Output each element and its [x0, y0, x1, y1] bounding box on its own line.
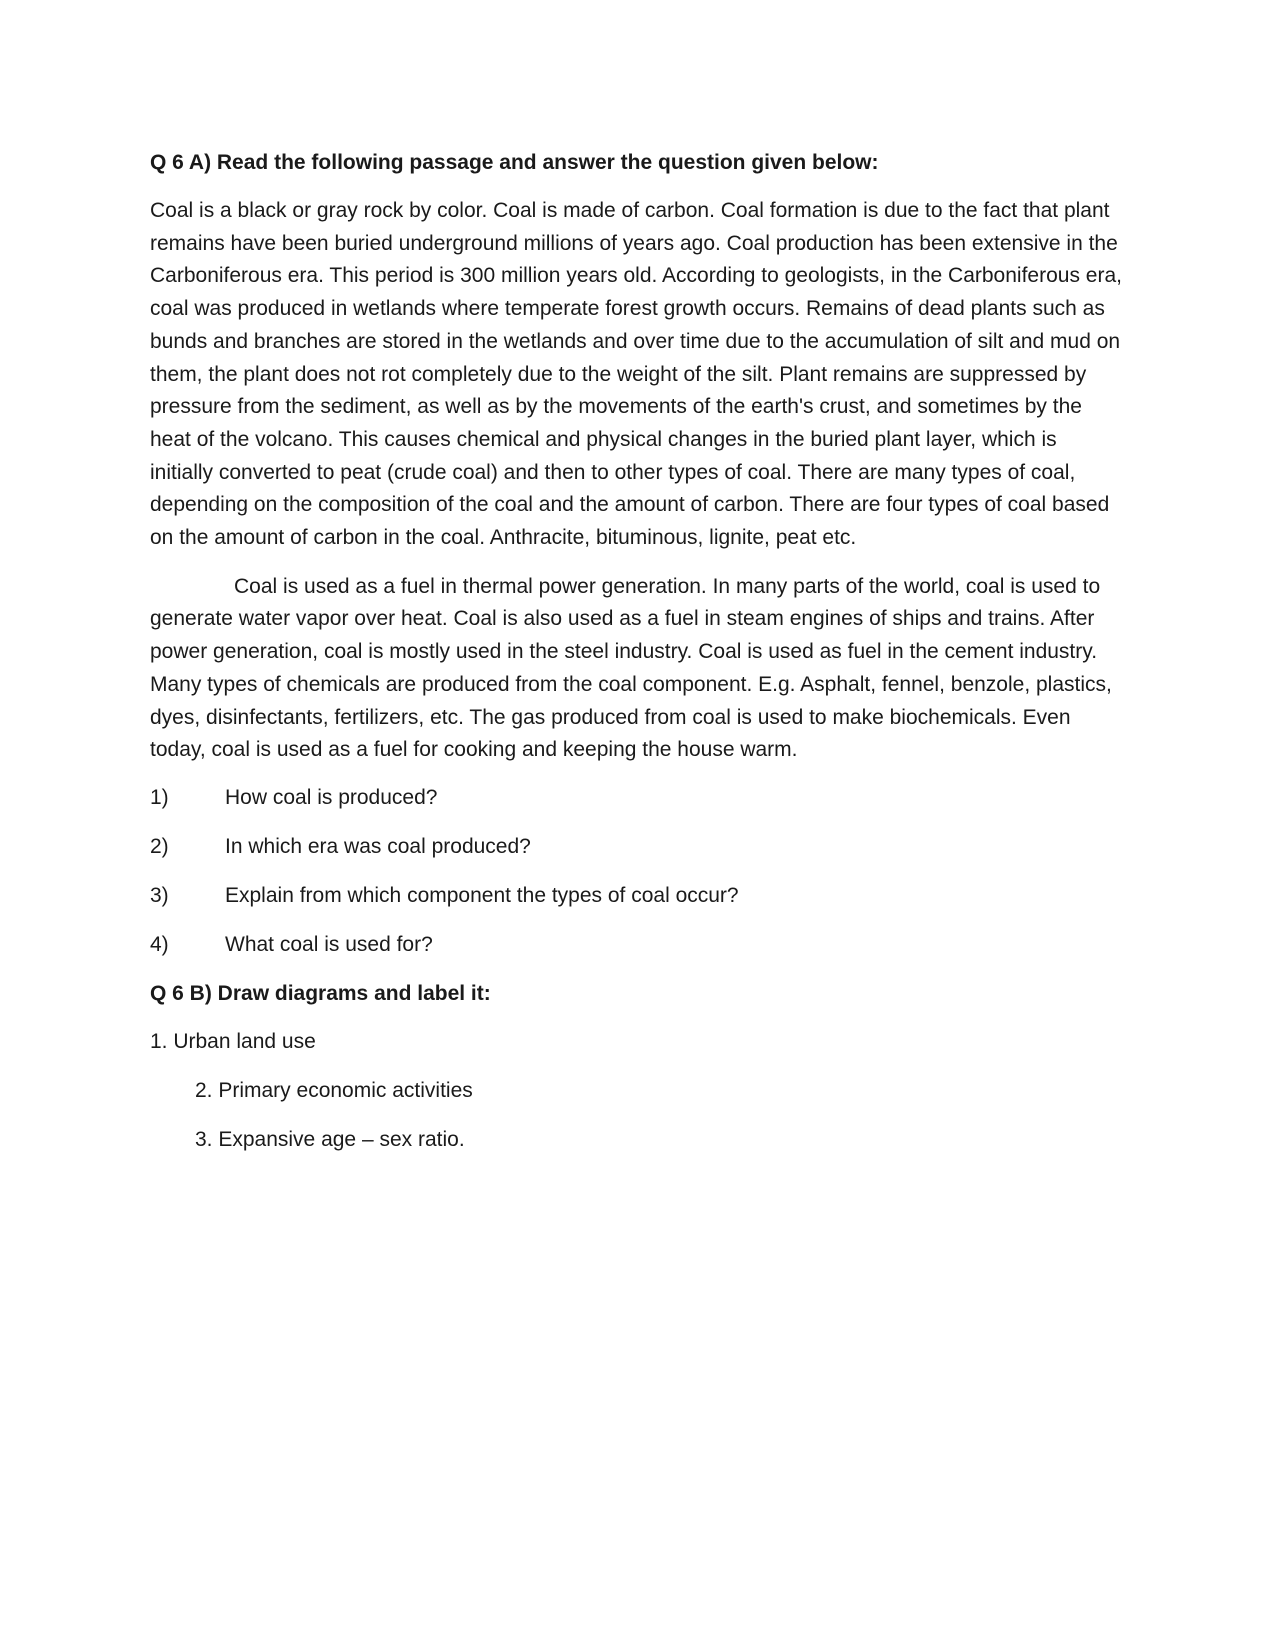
question-item: [150, 783, 1125, 813]
diagram-item-primary-economic-activities: 2. Primary economic activities: [195, 1078, 473, 1102]
question-number: 3): [150, 883, 169, 907]
question-item: [150, 930, 1125, 960]
question-text: What coal is used for?: [225, 932, 433, 956]
q6b-heading: Q 6 B) Draw diagrams and label it:: [150, 981, 491, 1005]
passage-paragraph-1: Coal is a black or gray rock by color. Coal is made of carbon. Coal formation is due to the fact that plant remains have been buried underground millions of years ago. Coal production has been extensive in the Carboniferous era. This period is 300 million years old. According to geologists, in the Carboniferous era, coal was produced in wetlands where temperate forest growth occurs. Remains of dead plants such as bunds and branches are stored in the wetlands and over time due to the accumulation of silt and mud on them, the plant does not rot completely due to the weight of the silt. Plant remains are suppressed by pressure from the sediment, as well as by the movements of the earth's crust, and sometimes by the heat of the volcano. This causes chemical and physical changes in the buried plant layer, which is initially converted to peat (crude coal) and then to other types of coal. There are many types of coal, depending on the composition of the coal and the amount of carbon. There are four types of coal based on the amount of carbon in the coal. Anthracite, bituminous, lignite, peat etc.: [150, 199, 1122, 550]
diagram-item-age-sex-ratio: 3. Expansive age – sex ratio.: [195, 1127, 465, 1151]
question-text: How coal is produced?: [225, 785, 438, 809]
question-text: Explain from which component the types of coal occur?: [225, 883, 739, 907]
question-list: [150, 783, 1125, 960]
question-text: In which era was coal produced?: [225, 834, 531, 858]
question-item: [150, 881, 1125, 911]
passage-paragraph-2: Coal is used as a fuel in thermal power generation. In many parts of the world, coal is used to generate water vapor over heat. Coal is also used as a fuel in steam engines of ships and trains. After power generation, coal is mostly used in the steel industry. Coal is used as fuel in the cement industry. Many types of chemicals are produced from the coal component. E.g. Asphalt, fennel, benzole, plastics, dyes, disinfectants, fertilizers, etc. The gas produced from coal is used to make biochemicals. Even today, coal is used as a fuel for cooking and keeping the house warm.: [150, 574, 1112, 762]
question-number: 4): [150, 932, 169, 956]
question-number: 2): [150, 834, 169, 858]
diagram-item-urban-land-use: 1. Urban land use: [150, 1029, 316, 1053]
q6a-heading: Q 6 A) Read the following passage and answer the question given below:: [150, 151, 879, 174]
question-number: 1): [150, 785, 169, 809]
question-item: [150, 832, 1125, 862]
